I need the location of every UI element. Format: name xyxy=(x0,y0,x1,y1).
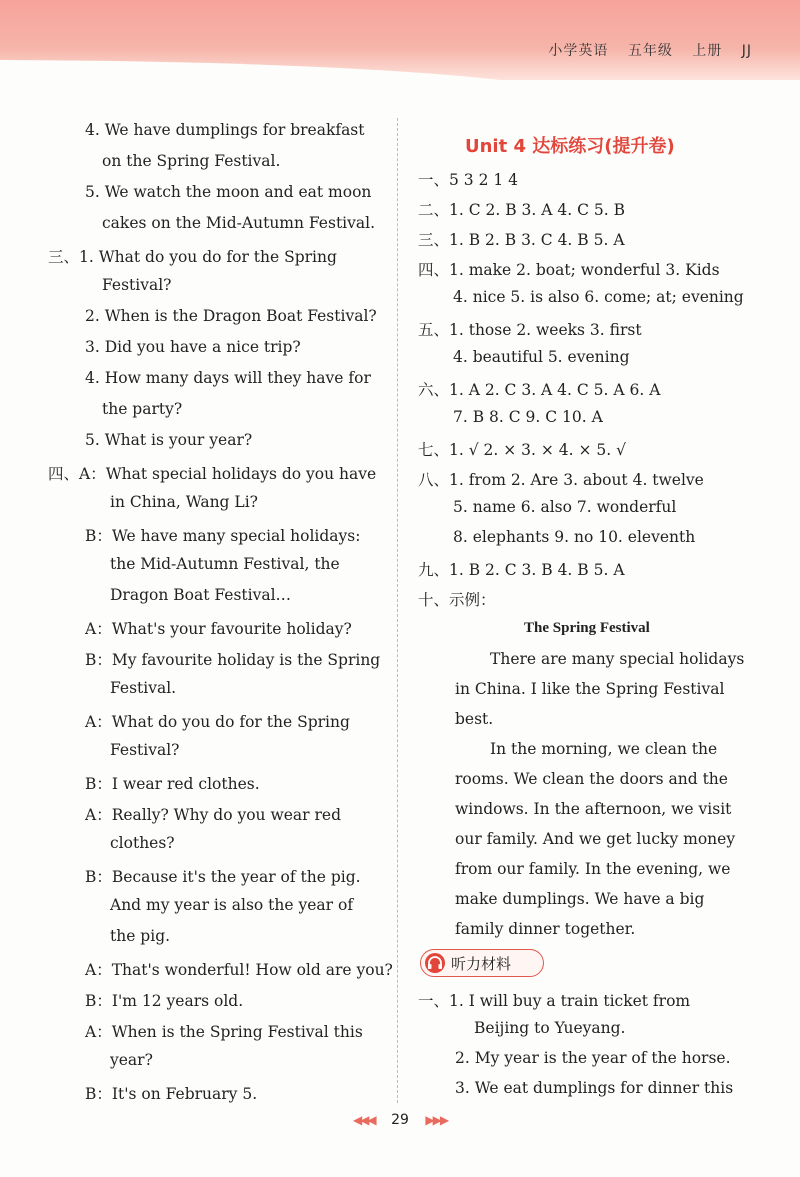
book-subject: 小学英语 xyxy=(548,43,609,59)
answer-line: the party? xyxy=(102,400,183,418)
answer-line: 八、1. from 2. Are 3. about 4. twelve xyxy=(418,471,704,489)
dialogue-line: A：Really? Why do you wear red xyxy=(85,806,341,824)
answer-line: cakes on the Mid-Autumn Festival. xyxy=(102,214,376,232)
book-info xyxy=(534,40,752,60)
transcript-line: 3. We eat dumplings for dinner this xyxy=(455,1079,734,1097)
essay-line: in China. I like the Spring Festival xyxy=(455,680,725,698)
essay-line: our family. And we get lucky money xyxy=(455,830,736,848)
left-arrows-icon: ◀◀◀ xyxy=(352,1113,375,1127)
dialogue-line: Festival? xyxy=(110,741,180,759)
essay-line: In the morning, we clean the xyxy=(490,740,718,758)
headphones-icon xyxy=(425,953,445,973)
right-arrows-icon: ▶▶▶ xyxy=(425,1113,448,1127)
transcript-line: 一、1. I will buy a train ticket from xyxy=(418,992,691,1010)
dialogue-line: in China, Wang Li? xyxy=(110,493,258,511)
answer-line: 一、5 3 2 1 4 xyxy=(418,171,519,189)
book-edition: JJ xyxy=(741,43,752,59)
answer-line: Festival? xyxy=(102,276,172,294)
dialogue-line: B：It's on February 5. xyxy=(85,1085,258,1103)
essay-line: family dinner together. xyxy=(455,920,636,938)
dialogue-line: B：I wear red clothes. xyxy=(85,775,260,793)
page-header-band xyxy=(0,0,800,80)
answer-line: 二、1. C 2. B 3. A 4. C 5. B xyxy=(418,201,625,219)
dialogue-line: B：I'm 12 years old. xyxy=(85,992,244,1010)
answer-line: 5. We watch the moon and eat moon xyxy=(85,183,372,201)
page-footer xyxy=(0,1112,800,1128)
answer-line: 5. What is your year? xyxy=(85,431,253,449)
listening-material-tag xyxy=(420,949,544,977)
transcript-line: Beijing to Yueyang. xyxy=(474,1019,626,1037)
dialogue-line: B：We have many special holidays: xyxy=(85,527,361,545)
dialogue-line: A：When is the Spring Festival this xyxy=(85,1023,363,1041)
dialogue-line: Festival. xyxy=(110,679,177,697)
unit-title: Unit 4 达标练习(提升卷) xyxy=(465,136,675,157)
dialogue-line: clothes? xyxy=(110,834,175,852)
answer-line: 五、1. those 2. weeks 3. first xyxy=(418,321,642,339)
dialogue-line: And my year is also the year of xyxy=(110,896,354,914)
answer-line: 4. beautiful 5. evening xyxy=(453,348,630,366)
dialogue-line: A：What do you do for the Spring xyxy=(85,713,350,731)
answer-line: 4. We have dumplings for breakfast xyxy=(85,121,365,139)
answer-line: 4. nice 5. is also 6. come; at; evening xyxy=(453,288,744,306)
dialogue-line: the pig. xyxy=(110,927,171,945)
essay-title: The Spring Festival xyxy=(524,620,650,636)
answer-line: 六、1. A 2. C 3. A 4. C 5. A 6. A xyxy=(418,381,661,399)
essay-line: make dumplings. We have a big xyxy=(455,890,705,908)
answer-line: 3. Did you have a nice trip? xyxy=(85,338,301,356)
answer-line: 8. elephants 9. no 10. eleventh xyxy=(453,528,696,546)
header-curve-decoration xyxy=(0,60,580,100)
transcript-line: 2. My year is the year of the horse. xyxy=(455,1049,731,1067)
essay-line: best. xyxy=(455,710,494,728)
answer-line: 7. B 8. C 9. C 10. A xyxy=(453,408,603,426)
dialogue-line: A：What's your favourite holiday? xyxy=(85,620,352,638)
dialogue-line: year? xyxy=(110,1051,153,1069)
answer-line: 2. When is the Dragon Boat Festival? xyxy=(85,307,377,325)
dialogue-line: the Mid-Autumn Festival, the xyxy=(110,555,340,573)
essay-line: windows. In the afternoon, we visit xyxy=(455,800,732,818)
answer-line: 5. name 6. also 7. wonderful xyxy=(453,498,677,516)
book-volume: 上册 xyxy=(692,43,723,59)
answer-line: 三、1. B 2. B 3. C 4. B 5. A xyxy=(418,231,625,249)
answer-line: 四、1. make 2. boat; wonderful 3. Kids xyxy=(418,261,720,279)
answer-line: 十、示例： xyxy=(418,591,496,609)
essay-line: from our family. In the evening, we xyxy=(455,860,731,878)
page-number: 29 xyxy=(391,1112,409,1128)
listening-label: 听力材料 xyxy=(451,955,512,973)
dialogue-line: B：Because it's the year of the pig. xyxy=(85,868,361,886)
essay-line: rooms. We clean the doors and the xyxy=(455,770,728,788)
answer-line: 九、1. B 2. C 3. B 4. B 5. A xyxy=(418,561,625,579)
book-grade: 五年级 xyxy=(627,43,673,59)
column-divider xyxy=(397,118,398,1103)
answer-line: on the Spring Festival. xyxy=(102,152,281,170)
dialogue-line: B：My favourite holiday is the Spring xyxy=(85,651,381,669)
answer-line: 三、1. What do you do for the Spring xyxy=(48,248,337,266)
essay-line: There are many special holidays xyxy=(490,650,745,668)
answer-line: 七、1. √ 2. × 3. × 4. × 5. √ xyxy=(418,441,627,459)
answer-line: 4. How many days will they have for xyxy=(85,369,371,387)
dialogue-line: A：That's wonderful! How old are you? xyxy=(85,961,393,979)
dialogue-line: 四、A：What special holidays do you have xyxy=(48,465,377,483)
dialogue-line: Dragon Boat Festival… xyxy=(110,586,292,604)
